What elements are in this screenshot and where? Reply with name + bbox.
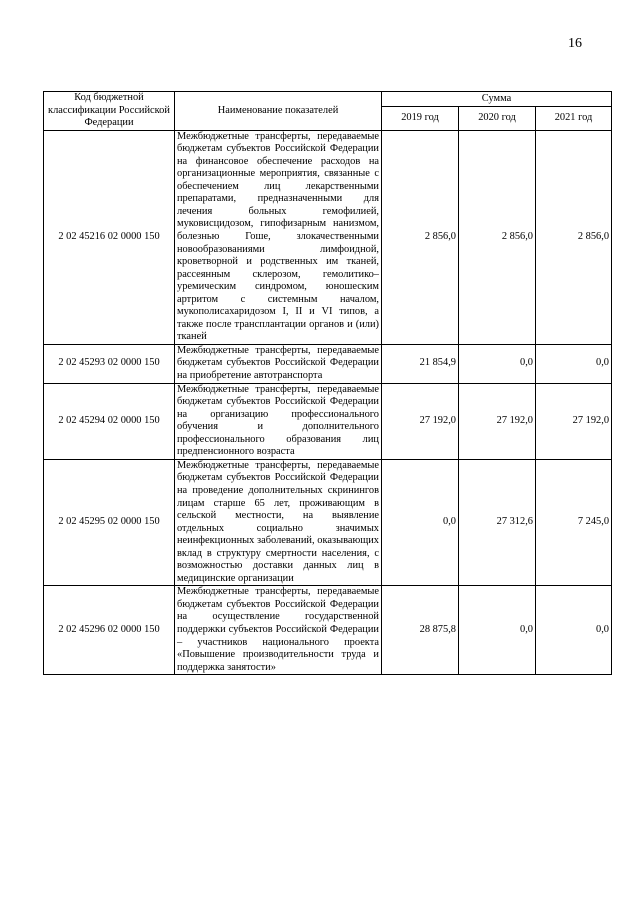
row-value-2021: 0,0: [536, 344, 612, 383]
row-value-2020: 27 192,0: [459, 383, 536, 459]
header-year-2019: 2019 год: [382, 106, 459, 130]
row-value-2019: 21 854,9: [382, 344, 459, 383]
budget-table: [43, 91, 612, 675]
row-value-2021: 27 192,0: [536, 383, 612, 459]
row-value-2019: 0,0: [382, 459, 459, 585]
row-name: Межбюджетные трансферты, передаваемые бюджетам субъектов Российской Федерации на осуществление государственной поддержки субъектов Российской Федерации – участников национального проекта «Повышение производительности труда и поддержка занятости»: [175, 586, 382, 675]
table-row: [44, 383, 612, 459]
row-code: 2 02 45294 02 0000 150: [44, 383, 175, 459]
row-name: Межбюджетные трансферты, передаваемые бюджетам субъектов Российской Федерации на приобретение автотранспорта: [175, 344, 382, 383]
row-value-2020: 27 312,6: [459, 459, 536, 585]
row-name: Межбюджетные трансферты, передаваемые бюджетам субъектов Российской Федерации на проведение дополнительных скринингов лицам старше 65 лет, проживающим в сельской местности, на выявление отдельных социально значимых неинфекционных заболеваний, оказывающих вклад в структуру смертности населения, с возможностью доставки данных лиц в медицинские организации: [175, 459, 382, 585]
row-value-2021: 7 245,0: [536, 459, 612, 585]
table-row: [44, 586, 612, 675]
row-name: Межбюджетные трансферты, передаваемые бюджетам субъектов Российской Федерации на финансовое обеспечение расходов на организационные мероприятия, связанные с обеспечением лиц лекарственными препаратами, предназначенными для лечения больных гемофилией, муковисцидозом, гипофизарным нанизмом, болезнью Гоше, злокачественными новообразованиями лимфоидной, кроветворной и родственных им тканей, рассеянным склерозом, гемолитико–уремическим синдромом, юношеским артритом с системным началом, мукополисахаридозом I, II и VI типов, а также после трансплантации органов и (или) тканей: [175, 130, 382, 344]
row-value-2020: 2 856,0: [459, 130, 536, 344]
page-number: 16: [568, 36, 582, 51]
table-row: [44, 344, 612, 383]
table-row: [44, 459, 612, 585]
row-code: 2 02 45295 02 0000 150: [44, 459, 175, 585]
header-code: Код бюджетной классификации Российской Федерации: [44, 92, 175, 131]
row-value-2020: 0,0: [459, 586, 536, 675]
row-value-2020: 0,0: [459, 344, 536, 383]
table-row: [44, 130, 612, 344]
header-sum: Сумма: [382, 92, 612, 107]
row-code: 2 02 45293 02 0000 150: [44, 344, 175, 383]
header-row-top: [44, 92, 612, 107]
row-value-2021: 2 856,0: [536, 130, 612, 344]
row-value-2019: 2 856,0: [382, 130, 459, 344]
row-value-2021: 0,0: [536, 586, 612, 675]
row-value-2019: 27 192,0: [382, 383, 459, 459]
row-code: 2 02 45216 02 0000 150: [44, 130, 175, 344]
row-code: 2 02 45296 02 0000 150: [44, 586, 175, 675]
header-year-2020: 2020 год: [459, 106, 536, 130]
header-year-2021: 2021 год: [536, 106, 612, 130]
row-name: Межбюджетные трансферты, передаваемые бюджетам субъектов Российской Федерации на организацию профессионального обучения и дополнительного профессионального образования лиц предпенсионного возраста: [175, 383, 382, 459]
header-name: Наименование показателей: [175, 92, 382, 131]
row-value-2019: 28 875,8: [382, 586, 459, 675]
